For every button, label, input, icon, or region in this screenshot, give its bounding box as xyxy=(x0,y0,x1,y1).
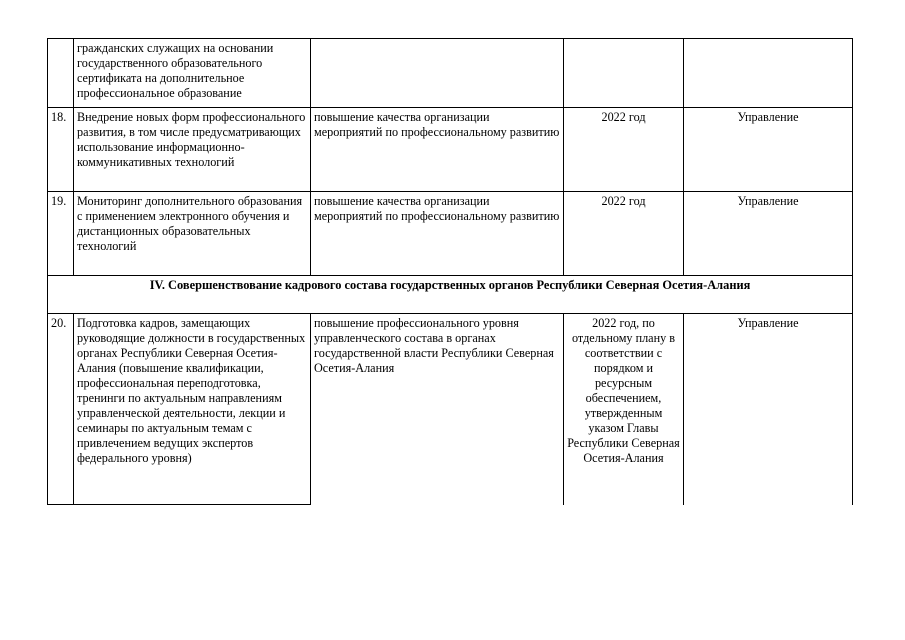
section-row xyxy=(48,276,853,314)
term xyxy=(564,39,684,108)
row-number: 19. xyxy=(48,192,74,276)
expected-result-text: повышение качества организации мероприятий по профессиональному развитию xyxy=(314,194,560,223)
measure-name xyxy=(74,39,311,108)
measure-name-text: Подготовка кадров, замещающих руководящие должности в государственных органах Республики Северная Осетия-Алания (повышение квалификации, профессиональная переподготовка, тренинги по актуальным направлениям управленческой деятельности, лекции и семинары по актуальным темам с привлечением ведущих экспертов федерального уровня) xyxy=(77,316,306,465)
measure-name-text: Мониторинг дополнительного образования с применением электронного обучения и дистанционных образовательных технологий xyxy=(77,194,303,253)
expected-result xyxy=(311,39,564,108)
expected-result xyxy=(311,108,564,192)
responsible: Управление xyxy=(684,314,853,505)
measure-name-text: Внедрение новых форм профессионального развития, в том числе предусматривающих использование информационно-коммуникативных технологий xyxy=(77,110,306,169)
measure-name xyxy=(74,314,311,505)
measure-name xyxy=(74,108,311,192)
measure-name xyxy=(74,192,311,276)
expected-result-text: повышение качества организации мероприятий по профессиональному развитию xyxy=(314,110,560,139)
section-heading: IV. Совершенствование кадрового состава государственных органов Республики Северная Осетия-Алания xyxy=(48,276,853,314)
row-number: 18. xyxy=(48,108,74,192)
measure-name-text: гражданских служащих на основании государственного образовательного сертификата на дополнительное профессиональное образование xyxy=(77,41,274,100)
expected-result-text: повышение профессионального уровня управленческого состава в органах государственной власти Республики Северная Осетия-Алания xyxy=(314,316,554,375)
responsible xyxy=(684,39,853,108)
table-row xyxy=(48,108,853,192)
responsible: Управление xyxy=(684,108,853,192)
row-number: 20. xyxy=(48,314,74,505)
term: 2022 год xyxy=(564,108,684,192)
table-row xyxy=(48,39,853,108)
term-text: 2022 год, по отдельному плану в соответствии с порядком и ресурсным обеспечением, утвержденным указом Главы Республики Северная Осетия-Алания xyxy=(567,316,680,465)
expected-result xyxy=(311,314,564,505)
table-row xyxy=(48,314,853,505)
term xyxy=(564,314,684,505)
responsible: Управление xyxy=(684,192,853,276)
term: 2022 год xyxy=(564,192,684,276)
table-row xyxy=(48,192,853,276)
action-plan-table xyxy=(47,38,853,505)
row-number xyxy=(48,39,74,108)
expected-result xyxy=(311,192,564,276)
